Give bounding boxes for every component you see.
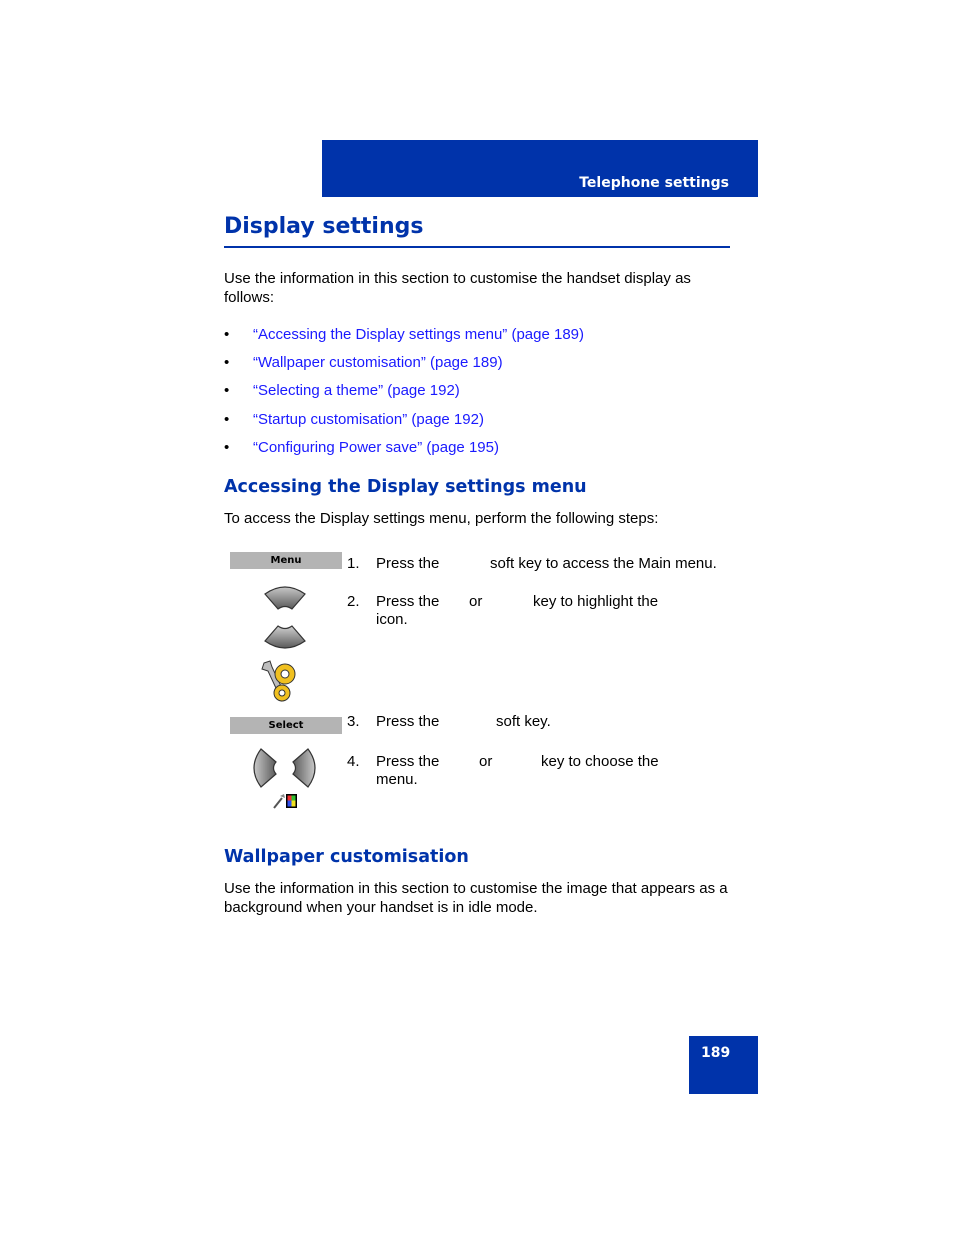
step-text: or	[469, 593, 483, 610]
right-key-icon	[290, 746, 318, 790]
page-number: 189	[701, 1045, 731, 1061]
link-configuring-power-save[interactable]: “Configuring Power save” (page 195)	[253, 438, 499, 456]
step-text: icon.	[376, 611, 408, 628]
intro-paragraph: Use the information in this section to customise the handset display as follows:	[224, 270, 691, 306]
step-number: 3.	[347, 713, 360, 730]
page-number-box	[689, 1036, 758, 1094]
page-title: Display settings	[224, 214, 424, 239]
step-number: 2.	[347, 593, 360, 610]
step-text: soft key.	[496, 713, 551, 730]
step-text: Press the	[376, 713, 440, 730]
step-text: Press the	[376, 555, 440, 572]
step-text: Press the	[376, 753, 440, 770]
step-text: or	[479, 753, 493, 770]
section-heading-wallpaper: Wallpaper customisation	[224, 847, 469, 867]
left-key-icon	[251, 746, 279, 790]
link-startup-customisation[interactable]: “Startup customisation” (page 192)	[253, 410, 484, 428]
step-text: soft key to access the Main menu.	[490, 555, 717, 572]
link-accessing-display-settings[interactable]: “Accessing the Display settings menu” (page 189)	[253, 326, 584, 343]
link-selecting-theme[interactable]: “Selecting a theme” (page 192)	[253, 382, 460, 400]
display-settings-icon	[272, 792, 298, 810]
step-number: 1.	[347, 555, 360, 572]
step-text: menu.	[376, 771, 418, 788]
up-key-icon	[262, 584, 308, 612]
step-text: key to choose the	[541, 753, 659, 770]
down-key-icon	[262, 623, 308, 651]
wallpaper-paragraph: Use the information in this section to customise the image that appears as a background when your handset is in idle mode.	[224, 880, 728, 916]
link-wallpaper-customisation[interactable]: “Wallpaper customisation” (page 189)	[253, 354, 503, 372]
step-text: key to highlight the	[533, 593, 659, 610]
section-heading-accessing: Accessing the Display settings menu	[224, 477, 587, 497]
title-rule	[224, 246, 730, 248]
section-intro: To access the Display settings menu, perform the following steps:	[224, 510, 659, 527]
step-text: Press the	[376, 593, 440, 610]
step-number: 4.	[347, 753, 360, 770]
section-header: Telephone settings	[579, 175, 729, 191]
header-band	[322, 140, 758, 197]
settings-tools-icon	[256, 657, 302, 707]
select-softkey: Select	[230, 717, 342, 734]
menu-softkey: Menu	[230, 552, 342, 569]
